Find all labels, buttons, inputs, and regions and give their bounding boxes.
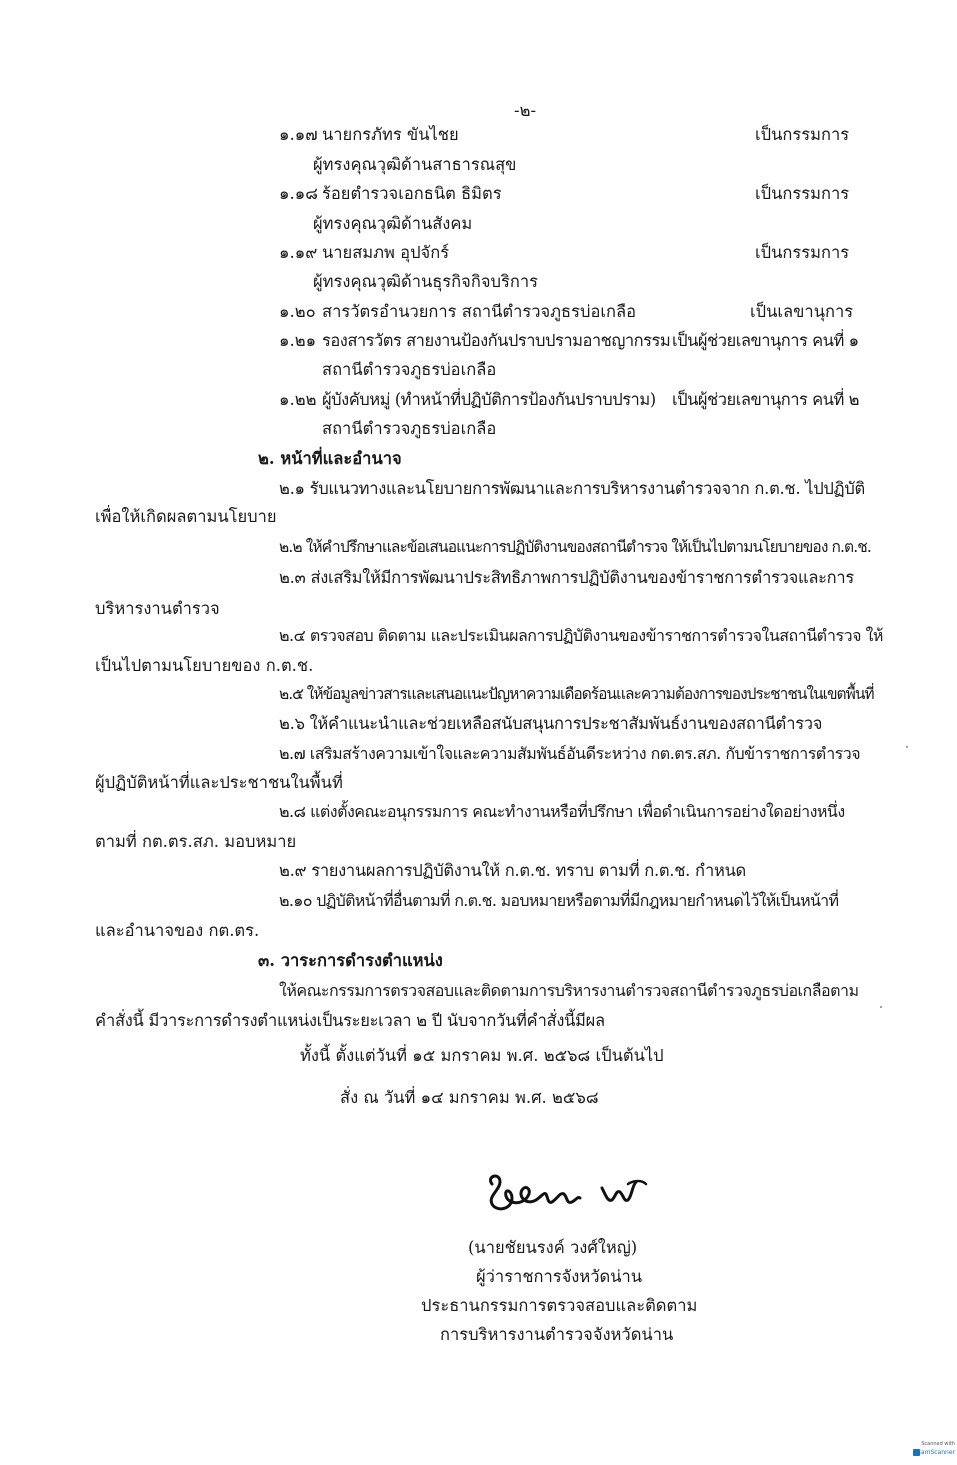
signer-title: ผู้ว่าราชการจังหวัดน่าน — [476, 1267, 643, 1286]
paragraph-line: ๒.๖ ให้คำแนะนำและช่วยเหลือสนับสนุนการประชาสัมพันธ์งานของสถานีตำรวจ — [279, 714, 823, 733]
member-name: นายสมภพ อุปจักร์ — [322, 243, 450, 262]
scan-mark — [880, 1006, 882, 1008]
paragraph-line: ๒.๓ ส่งเสริมให้มีการพัฒนาประสิทธิภาพการปฏิบัติงานของข้าราชการตำรวจและการ — [279, 568, 854, 587]
signer-title: ประธานกรรมการตรวจสอบและติดตาม — [421, 1296, 698, 1315]
member-name: สารวัตรอำนวยการ สถานีตำรวจภูธรบ่อเกลือ — [322, 302, 637, 321]
member-subtitle: ผู้ทรงคุณวุฒิด้านสังคม — [313, 214, 473, 233]
paragraph-line: ให้คณะกรรมการตรวจสอบและติดตามการบริหารงานตำรวจสถานีตำรวจภูธรบ่อเกลือตาม — [279, 981, 859, 1000]
member-role: เป็นกรรมการ — [755, 243, 850, 262]
paragraph-line: เพื่อให้เกิดผลตามนโยบาย — [95, 507, 277, 526]
member-role: เป็นกรรมการ — [755, 125, 850, 144]
effective-date: ทั้งนี้ ตั้งแต่วันที่ ๑๕ มกราคม พ.ศ. ๒๕๖๘ เป็นต้นไป — [300, 1046, 664, 1065]
member-name: รองสารวัตร สายงานป้องกันปราบปรามอาชญากรรม — [322, 331, 671, 350]
paragraph-line: ๒.๘ แต่งตั้งคณะอนุกรรมการ คณะทำงานหรือที่ปรึกษา เพื่อดำเนินการอย่างใดอย่างหนึ่ง — [279, 802, 845, 821]
member-subtitle: ผู้ทรงคุณวุฒิด้านสาธารณสุข — [313, 155, 517, 174]
member-role: เป็นกรรมการ — [755, 184, 850, 203]
section-heading: ๒. หน้าที่และอำนาจ — [258, 449, 402, 468]
member-role: เป็นผู้ช่วยเลขานุการ คนที่ ๒ — [672, 390, 859, 409]
page-number: -๒- — [514, 101, 537, 120]
paragraph-line: บริหารงานตำรวจ — [95, 599, 220, 618]
paragraph-line: ๒.๑ รับแนวทางและนโยบายการพัฒนาและการบริหารงานตำรวจจาก ก.ต.ช. ไปปฏิบัติ — [279, 479, 865, 498]
paragraph-line: คำสั่งนี้ มีวาระการดำรงตำแหน่งเป็นระยะเวลา ๒ ปี นับจากวันที่คำสั่งนี้มีผล — [95, 1011, 605, 1030]
member-role: เป็นผู้ช่วยเลขานุการ คนที่ ๑ — [672, 331, 859, 350]
section-heading: ๓. วาระการดำรงตำแหน่ง — [258, 951, 443, 970]
paragraph-line: ๒.๕ ให้ข้อมูลข่าวสารและเสนอแนะปัญหาความเดือดร้อนและความต้องการของประชาชนในเขตพื้นที่ — [279, 685, 874, 703]
member-number: ๑.๑๙ — [279, 243, 318, 262]
member-name: ผู้บังคับหมู่ (ทำหน้าที่ปฏิบัติการป้องกันปราบปราม) — [322, 390, 656, 409]
signer-title: การบริหารงานตำรวจจังหวัดน่าน — [440, 1325, 674, 1344]
member-number: ๑.๑๗ — [279, 125, 318, 144]
order-date: สั่ง ณ วันที่ ๑๔ มกราคม พ.ศ. ๒๕๖๘ — [340, 1088, 599, 1107]
member-name: ร้อยตำรวจเอกธนิต ธิมิตร — [322, 184, 502, 203]
member-subtitle: ผู้ทรงคุณวุฒิด้านธุรกิจกิจบริการ — [313, 272, 538, 291]
paragraph-line: ตามที่ กต.ตร.สภ. มอบหมาย — [95, 832, 297, 851]
paragraph-line: ๒.๗ เสริมสร้างความเข้าใจและความสัมพันธ์อันดีระหว่าง กต.ตร.สภ. กับข้าราชการตำรวจ — [279, 744, 861, 763]
member-number: ๑.๒๒ — [279, 390, 317, 409]
paragraph-line: ๒.๑๐ ปฏิบัติหน้าที่อื่นตามที่ ก.ต.ช. มอบหมายหรือตามที่มีกฎหมายกำหนดไว้ให้เป็นหน้าที่ — [279, 891, 839, 910]
scan-mark — [906, 746, 908, 748]
paragraph-line: และอำนาจของ กต.ตร. — [95, 921, 260, 940]
paragraph-line: ๒.๒ ให้คำปรึกษาและข้อเสนอแนะการปฏิบัติงานของสถานีตำรวจ ให้เป็นไปตามนโยบายของ ก.ต.ช. — [279, 538, 871, 556]
member-number: ๑.๑๘ — [279, 184, 318, 203]
member-number: ๑.๒๐ — [279, 302, 316, 321]
paragraph-line: ผู้ปฏิบัติหน้าที่และประชาชนในพื้นที่ — [95, 773, 343, 792]
paragraph-line: ๒.๙ รายงานผลการปฏิบัติงานให้ ก.ต.ช. ทราบ ตามที่ ก.ต.ช. กำหนด — [279, 861, 746, 880]
member-number: ๑.๒๑ — [279, 331, 317, 350]
member-subtitle: สถานีตำรวจภูธรบ่อเกลือ — [322, 360, 497, 379]
scanner-watermark — [913, 1441, 955, 1461]
member-name: นายกรภัทร ขันไชย — [322, 125, 459, 144]
paragraph-line: ๒.๔ ตรวจสอบ ติดตาม และประเมินผลการปฏิบัติงานของข้าราชการตำรวจในสถานีตำรวจ ให้ — [279, 626, 883, 645]
paragraph-line: เป็นไปตามนโยบายของ ก.ต.ช. — [95, 656, 314, 675]
signer-name: (นายชัยนรงค์ วงศ์ใหญ่) — [468, 1238, 638, 1257]
scanner-brand: CamScanner — [916, 1449, 955, 1456]
signature-image — [478, 1166, 678, 1226]
member-subtitle: สถานีตำรวจภูธรบ่อเกลือ — [322, 419, 497, 438]
scanner-label: Scanned with — [921, 1441, 955, 1447]
member-role: เป็นเลขานุการ — [750, 302, 854, 321]
